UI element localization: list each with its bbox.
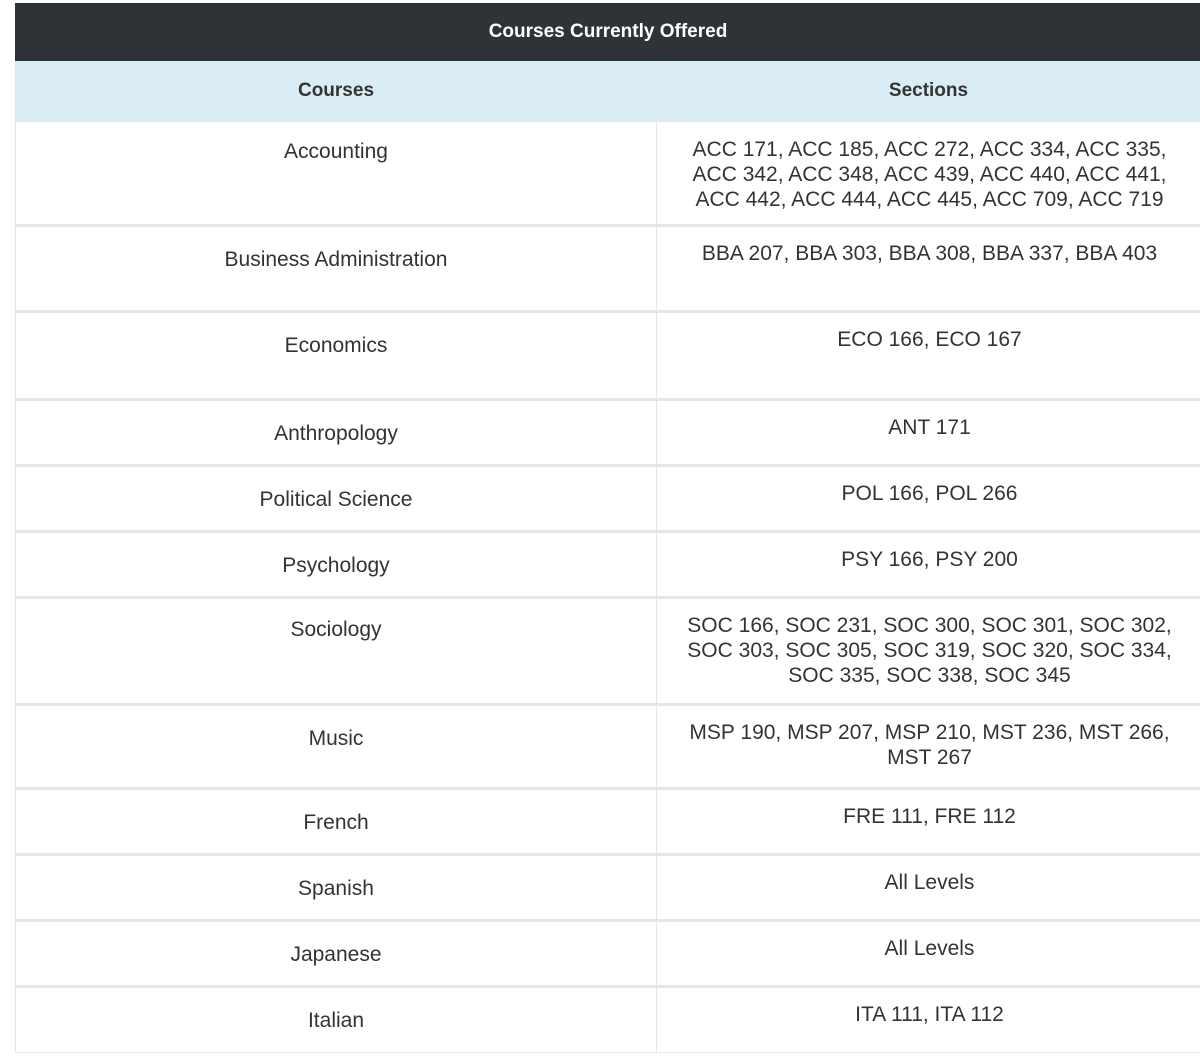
table-row xyxy=(16,705,1200,789)
course-sections: All Levels xyxy=(657,855,1200,921)
table-row xyxy=(16,598,1200,705)
table-row xyxy=(16,122,1200,226)
course-name: Spanish xyxy=(16,855,657,921)
course-sections: MSP 190, MSP 207, MSP 210, MST 236, MST 266, MST 267 xyxy=(657,705,1200,789)
course-name: Sociology xyxy=(16,598,657,705)
table-row xyxy=(16,987,1200,1053)
courses-table xyxy=(15,3,1200,1053)
table-row xyxy=(16,400,1200,466)
course-sections: ECO 166, ECO 167 xyxy=(657,312,1200,400)
course-name: Anthropology xyxy=(16,400,657,466)
table-row xyxy=(16,789,1200,855)
course-sections: ITA 111, ITA 112 xyxy=(657,987,1200,1053)
course-name: Japanese xyxy=(16,921,657,987)
courses-table-container xyxy=(15,3,1200,1053)
table-row xyxy=(16,855,1200,921)
course-name: Accounting xyxy=(16,122,657,226)
table-row xyxy=(16,312,1200,400)
table-title: Courses Currently Offered xyxy=(16,4,1200,61)
table-row xyxy=(16,466,1200,532)
course-name: Psychology xyxy=(16,532,657,598)
course-name: Music xyxy=(16,705,657,789)
course-name: Economics xyxy=(16,312,657,400)
course-name: Political Science xyxy=(16,466,657,532)
course-name: Business Administration xyxy=(16,226,657,312)
table-row xyxy=(16,532,1200,598)
course-sections: PSY 166, PSY 200 xyxy=(657,532,1200,598)
course-sections: ACC 171, ACC 185, ACC 272, ACC 334, ACC 335, ACC 342, ACC 348, ACC 439, ACC 440, ACC 441, ACC 442, ACC 444, ACC 445, ACC 709, ACC 719 xyxy=(657,122,1200,226)
table-title-row xyxy=(16,4,1200,61)
table-row xyxy=(16,921,1200,987)
course-sections: FRE 111, FRE 112 xyxy=(657,789,1200,855)
courses-column-header: Courses xyxy=(16,61,657,122)
sections-column-header: Sections xyxy=(657,61,1200,122)
course-sections: ANT 171 xyxy=(657,400,1200,466)
course-sections: SOC 166, SOC 231, SOC 300, SOC 301, SOC 302, SOC 303, SOC 305, SOC 319, SOC 320, SOC 334, SOC 335, SOC 338, SOC 345 xyxy=(657,598,1200,705)
course-sections: All Levels xyxy=(657,921,1200,987)
course-name: French xyxy=(16,789,657,855)
course-sections: BBA 207, BBA 303, BBA 308, BBA 337, BBA 403 xyxy=(657,226,1200,312)
table-header-row xyxy=(16,61,1200,122)
course-name: Italian xyxy=(16,987,657,1053)
table-row xyxy=(16,226,1200,312)
course-sections: POL 166, POL 266 xyxy=(657,466,1200,532)
